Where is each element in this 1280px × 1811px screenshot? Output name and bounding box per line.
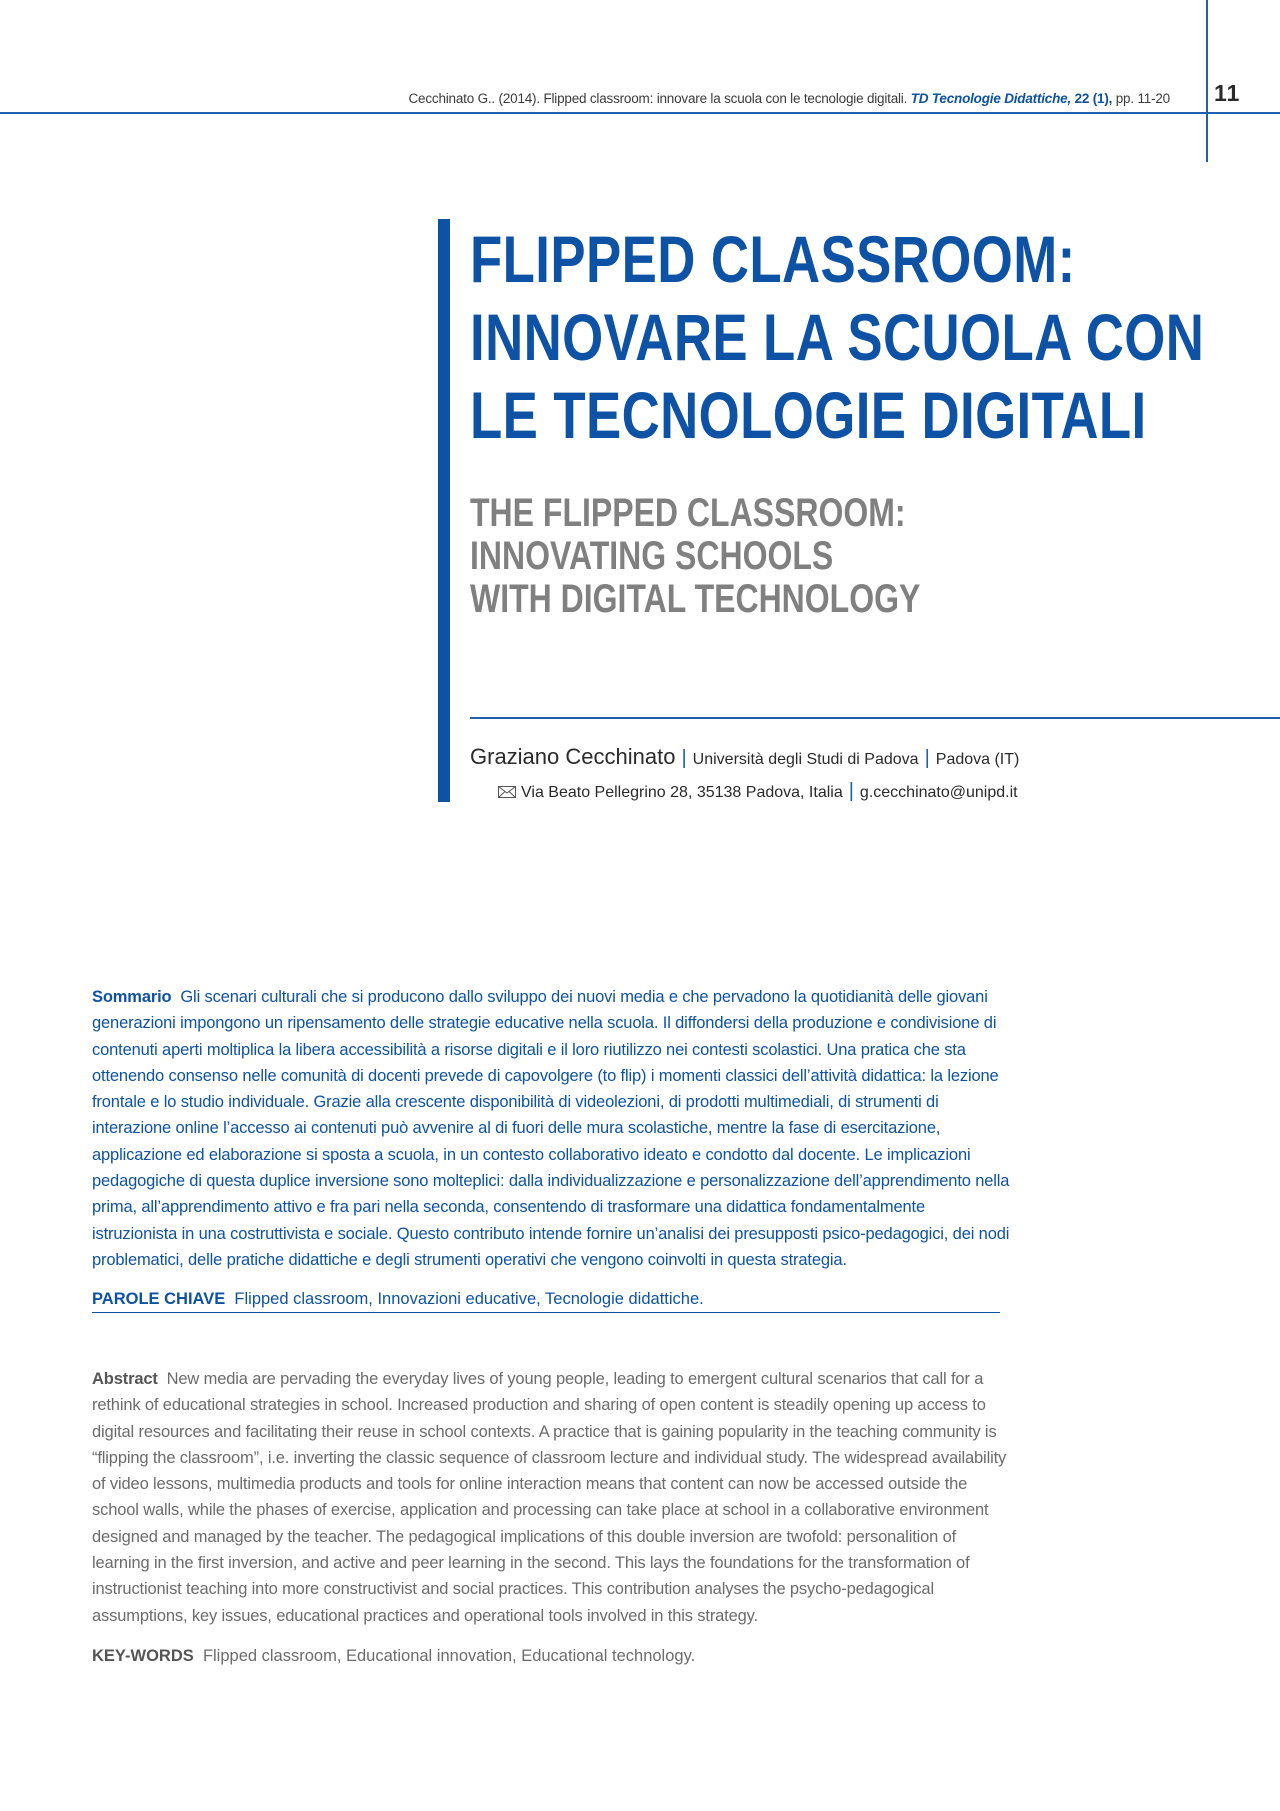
key-words-text: Flipped classroom, Educational innovation, Educational technology. xyxy=(202,1647,696,1665)
key-words xyxy=(92,1647,695,1666)
header-vertical-rule xyxy=(1206,0,1208,162)
author-address: Via Beato Pellegrino 28, 35138 Padova, Italia xyxy=(521,784,843,801)
title-line: THE FLIPPED CLASSROOM: xyxy=(470,491,906,535)
author-name: Graziano Cecchinato xyxy=(470,744,676,769)
parole-chiave-label: PAROLE CHIAVE xyxy=(92,1290,226,1308)
journal-volume: 22 (1), xyxy=(1074,91,1113,106)
envelope-icon xyxy=(498,786,516,798)
title-line: INNOVARE LA SCUOLA CON xyxy=(470,300,1205,374)
abstract-label: Abstract xyxy=(92,1370,158,1388)
title-accent-bar xyxy=(438,219,450,802)
author-email[interactable]: g.cecchinato@unipd.it xyxy=(859,784,1018,801)
paper-title-italian xyxy=(470,220,1205,454)
title-line: INNOVATING SCHOOLS xyxy=(470,534,834,578)
abstract-text: New media are pervading the everyday lives of young people, leading to emergent cultural scenarios that call for a rethink of educational strategies in school. Increased production and sharing of open content is steadily opening up access to digital resources and facilitating their reuse in school contexts. A practice that is gaining popularity in the teaching community is “flipping the classroom”, i.e. inverting the classic sequence of classroom lecture and individual study. The widespread availability of video lessons, multimedia products and tools for online interaction means that content can now be accessed outside the school walls, while the phases of exercise, application and processing can take place at school in a collaborative environment designed and managed by the teacher. The pedagogical implications of this double inversion are twofold: personalition of learning in the first inversion, and active and peer learning in the second. This lays the foundations for the transformation of instructionist teaching into more constructivist and social practices. This contribution analyses the psycho-pedagogical assumptions, key issues, educational practices and operational tools involved in this strategy. xyxy=(92,1370,1007,1625)
separator: | xyxy=(681,747,687,769)
address-line xyxy=(498,780,1018,803)
separator: | xyxy=(848,780,854,802)
paper-title-english xyxy=(470,492,920,621)
parole-chiave-text: Flipped classroom, Innovazioni educative, Tecnologie didattiche. xyxy=(234,1290,704,1308)
title-line: LE TECNOLOGIE DIGITALI xyxy=(470,378,1147,452)
journal-pages: pp. 11-20 xyxy=(1115,91,1170,106)
separator: | xyxy=(924,747,930,769)
author-university: Università degli Studi di Padova xyxy=(692,751,919,768)
title-line: FLIPPED CLASSROOM: xyxy=(470,222,1076,296)
journal-name: TD Tecnologie Didattiche, xyxy=(910,91,1071,106)
title-line: WITH DIGITAL TECHNOLOGY xyxy=(470,577,921,621)
parole-chiave xyxy=(92,1290,704,1309)
abstract-paragraph xyxy=(92,1366,1012,1629)
page-number: 11 xyxy=(1214,80,1241,106)
sommario-text: Gli scenari culturali che si producono dallo sviluppo dei nuovi media e che pervadono la quotidianità delle giovani generazioni impongono un ripensamento delle strategie educative nella scuola. Il diffondersi della produzione e condivisione di contenuti aperti moltiplica la libera accessibilità a risorse digitali e il loro riutilizzo nei contesti scolastici. Una pratica che sta ottenendo consenso nelle comunità di docenti prevede di capovolgere (to flip) i momenti classici dell’attività didattica: la lezione frontale e lo studio individuale. Grazie alla crescente disponibilità di videolezioni, di prodotti multimediali, di strumenti di interazione online l’accesso ai contenuti può avvenire al di fuori delle mura scolastiche, mentre la fase di esercitazione, applicazione ed elaborazione si sposta a scuola, in un contesto collaborativo ideato e condotto dal docente. Le implicazioni pedagogiche di questa duplice inversione sono molteplici: dalla individualizzazione e personalizzazione dell’apprendimento nella prima, all’apprendimento attivo e fra pari nella seconda, consentendo di trasformare una didattica fondamentalmente istruzionista in una costruttivista e sociale. Questo contributo intende fornire un’analisi dei presupposti psico-pedagogici, dei nodi problematici, delle pratiche didattiche e degli strumenti operativi che vengono coinvolti in questa strategia. xyxy=(92,988,1010,1269)
sommario-paragraph xyxy=(92,984,1012,1273)
author-line xyxy=(470,744,1019,770)
keywords-rule xyxy=(92,1312,1000,1313)
author-city: Padova (IT) xyxy=(935,751,1020,768)
header-rule xyxy=(0,112,1280,114)
running-citation xyxy=(408,91,1170,106)
key-words-label: KEY-WORDS xyxy=(92,1647,194,1665)
sommario-label: Sommario xyxy=(92,988,172,1006)
citation-prefix: Cecchinato G.. (2014). Flipped classroom: innovare la scuola con le tecnologie digitali. xyxy=(408,91,908,106)
title-divider xyxy=(470,717,1280,719)
